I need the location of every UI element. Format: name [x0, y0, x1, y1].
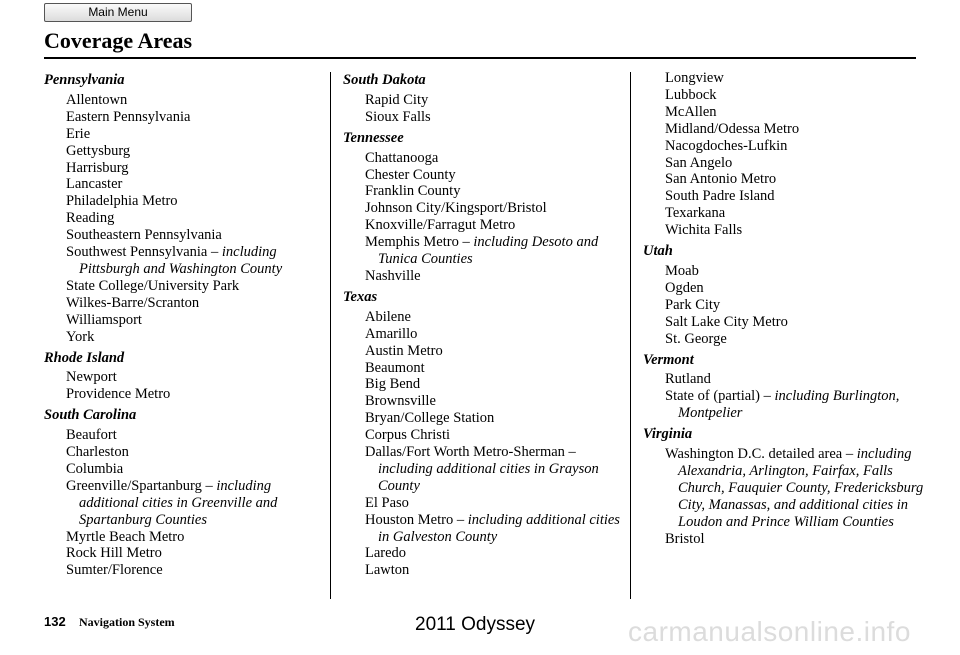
city-name: Allentown [66, 91, 128, 108]
coverage-city [48, 278, 326, 295]
city-name: Gettysburg [66, 142, 131, 159]
coverage-city [647, 87, 933, 104]
coverage-city [347, 410, 627, 427]
city-name: Johnson City/Kingsport/Bristol [365, 200, 547, 217]
coverage-city [647, 171, 933, 188]
city-name: Harrisburg [66, 159, 129, 176]
model-name: 2011 Odyssey [415, 614, 536, 635]
city-note: including Desoto and Tunica Counties [378, 234, 599, 268]
city-name: McAllen [665, 103, 717, 120]
state-group [343, 72, 627, 126]
coverage-column-1 [44, 70, 326, 583]
coverage-city [48, 461, 326, 478]
city-name: Chattanooga [365, 149, 439, 166]
coverage-city [647, 222, 933, 239]
column-divider [330, 72, 331, 599]
main-menu-button[interactable]: Main Menu [44, 3, 192, 22]
city-name: Houston Metro [365, 511, 454, 528]
coverage-city [48, 444, 326, 461]
coverage-city [647, 388, 933, 422]
city-name: Sioux Falls [365, 108, 431, 125]
city-name: Ogden [665, 279, 704, 296]
coverage-city [48, 329, 326, 346]
city-name: Sumter/Florence [66, 562, 163, 579]
city-name: Lubbock [665, 86, 717, 103]
coverage-city [48, 210, 326, 227]
coverage-city [48, 312, 326, 329]
coverage-city [347, 376, 627, 393]
city-name: Franklin County [365, 183, 461, 200]
coverage-city [647, 104, 933, 121]
coverage-city [647, 70, 933, 87]
coverage-column-2 [343, 70, 627, 583]
column-divider [630, 72, 631, 599]
city-name: Erie [66, 125, 91, 142]
city-name: Texarkana [665, 205, 726, 222]
coverage-column-3 [643, 70, 933, 551]
title-divider [44, 57, 916, 59]
coverage-city [347, 167, 627, 184]
city-name: Knoxville/Farragut Metro [365, 217, 516, 234]
coverage-city [48, 109, 326, 126]
city-name: Wilkes-Barre/Scranton [66, 294, 200, 311]
city-name: Eastern Pennsylvania [66, 108, 191, 125]
city-name: South Padre Island [665, 188, 775, 205]
city-name: Nacogdoches-Lufkin [665, 137, 788, 154]
city-name: Bryan/College Station [365, 410, 495, 427]
coverage-city [347, 512, 627, 546]
state-group [643, 70, 933, 239]
city-name: Beaumont [365, 359, 425, 376]
state-group [643, 352, 933, 423]
coverage-city [48, 160, 326, 177]
city-name: Providence Metro [66, 386, 171, 403]
coverage-city [48, 545, 326, 562]
coverage-city [347, 444, 627, 495]
city-name: Midland/Odessa Metro [665, 120, 800, 137]
coverage-city [347, 360, 627, 377]
city-name: Moab [665, 262, 699, 279]
city-name: Charleston [66, 444, 129, 461]
coverage-city [347, 343, 627, 360]
state-heading: Tennessee [343, 129, 404, 146]
coverage-city [347, 562, 627, 579]
state-heading: South Carolina [44, 407, 137, 424]
coverage-city [347, 268, 627, 285]
city-name: Laredo [365, 545, 407, 562]
coverage-city [48, 126, 326, 143]
coverage-city [48, 92, 326, 109]
page-number: 132 [44, 614, 66, 629]
coverage-city [48, 227, 326, 244]
coverage-city [347, 217, 627, 234]
coverage-city [647, 205, 933, 222]
note-dash: – [458, 234, 474, 251]
city-name: Nashville [365, 267, 421, 284]
coverage-city [48, 369, 326, 386]
coverage-city [48, 427, 326, 444]
state-heading: Utah [643, 243, 673, 260]
note-dash: – [453, 511, 468, 528]
city-name: Corpus Christi [365, 427, 450, 444]
coverage-city [647, 446, 933, 531]
city-name: San Angelo [665, 154, 733, 171]
coverage-city [48, 244, 326, 278]
city-name: Big Bend [365, 376, 421, 393]
city-note: including Burlington, Montpelier [678, 388, 900, 422]
state-heading: Rhode Island [44, 349, 125, 366]
coverage-city [347, 326, 627, 343]
city-name: Lawton [365, 562, 410, 579]
coverage-city [48, 143, 326, 160]
city-name: Salt Lake City Metro [665, 313, 788, 330]
city-name: York [66, 328, 95, 345]
city-name: Bristol [665, 530, 705, 547]
state-group [643, 426, 933, 547]
city-note: including Alexandria, Arlington, Fairfax, Falls Church, Fauquier County, Fredericksburg City, Manassas, and additional cities in Loudon and Prince William Counties [678, 446, 924, 530]
coverage-city [647, 188, 933, 205]
city-name: Park City [665, 296, 721, 313]
coverage-city [347, 234, 627, 268]
state-heading: South Dakota [343, 72, 426, 88]
city-name: Brownsville [365, 393, 436, 410]
coverage-city [347, 92, 627, 109]
coverage-city [347, 309, 627, 326]
city-name: Chester County [365, 166, 456, 183]
city-name: Rutland [665, 371, 711, 388]
state-group [343, 289, 627, 579]
coverage-city [647, 531, 933, 548]
note-dash: – [207, 244, 222, 261]
city-name: Greenville/Spartanburg [66, 477, 202, 494]
city-name: Longview [665, 70, 724, 86]
coverage-city [347, 427, 627, 444]
note-dash: – [201, 477, 217, 494]
coverage-city [647, 138, 933, 155]
city-note: including additional cities in Greenville and Spartanburg Counties [79, 477, 278, 528]
city-name: Southeastern Pennsylvania [66, 227, 222, 244]
city-name: Memphis Metro [365, 234, 459, 251]
state-heading: Texas [343, 288, 378, 305]
coverage-city [647, 263, 933, 280]
city-name: State College/University Park [66, 277, 240, 294]
coverage-city [347, 495, 627, 512]
city-name: State of (partial) [665, 388, 761, 405]
coverage-city [647, 155, 933, 172]
coverage-city [48, 478, 326, 529]
coverage-city [347, 150, 627, 167]
city-name: Dallas/Fort Worth Metro-Sherman [365, 444, 565, 461]
city-name: Abilene [365, 308, 411, 325]
coverage-city [347, 109, 627, 126]
city-name: Newport [66, 369, 117, 386]
coverage-city [48, 295, 326, 312]
coverage-city [347, 545, 627, 562]
section-name: Navigation System [79, 615, 175, 629]
coverage-city [48, 176, 326, 193]
city-name: Beaufort [66, 427, 117, 444]
city-note: including Pittsburgh and Washington County [79, 244, 283, 277]
city-name: El Paso [365, 494, 409, 511]
city-name: San Antonio Metro [665, 171, 777, 188]
site-watermark: carmanualsonline.info [628, 616, 911, 647]
coverage-city [347, 393, 627, 410]
coverage-city [647, 371, 933, 388]
page-title: Coverage Areas [44, 28, 193, 53]
city-name: Washington D.C. detailed area [665, 446, 843, 463]
coverage-city [347, 200, 627, 217]
city-name: Williamsport [66, 311, 142, 328]
city-note: including additional cities in Grayson County [378, 460, 599, 494]
state-group [343, 130, 627, 285]
city-name: St. George [665, 330, 727, 347]
state-heading: Pennsylvania [44, 72, 125, 88]
city-name: Rapid City [365, 91, 429, 108]
city-name: Rock Hill Metro [66, 545, 162, 562]
city-name: Wichita Falls [665, 222, 743, 239]
state-group [44, 72, 326, 346]
coverage-city [647, 297, 933, 314]
coverage-city [48, 386, 326, 403]
coverage-city [647, 280, 933, 297]
city-name: Southwest Pennsylvania [66, 244, 208, 261]
city-name: Columbia [66, 460, 124, 477]
note-dash: – [842, 446, 857, 463]
coverage-city [647, 121, 933, 138]
city-name: Lancaster [66, 176, 123, 193]
state-heading: Virginia [643, 426, 693, 443]
state-group [643, 243, 933, 347]
city-name: Austin Metro [365, 342, 443, 359]
coverage-city [48, 193, 326, 210]
coverage-city [48, 529, 326, 546]
city-note: including additional cities in Galveston County [378, 511, 620, 545]
state-group [44, 407, 326, 579]
state-group [44, 350, 326, 404]
city-name: Myrtle Beach Metro [66, 528, 185, 545]
coverage-city [347, 183, 627, 200]
note-dash: – [564, 444, 576, 461]
city-name: Philadelphia Metro [66, 193, 178, 210]
city-name: Amarillo [365, 325, 418, 342]
coverage-city [647, 331, 933, 348]
city-name: Reading [66, 210, 115, 227]
coverage-city [647, 314, 933, 331]
state-heading: Vermont [643, 351, 694, 368]
coverage-city [48, 562, 326, 579]
note-dash: – [760, 388, 775, 405]
